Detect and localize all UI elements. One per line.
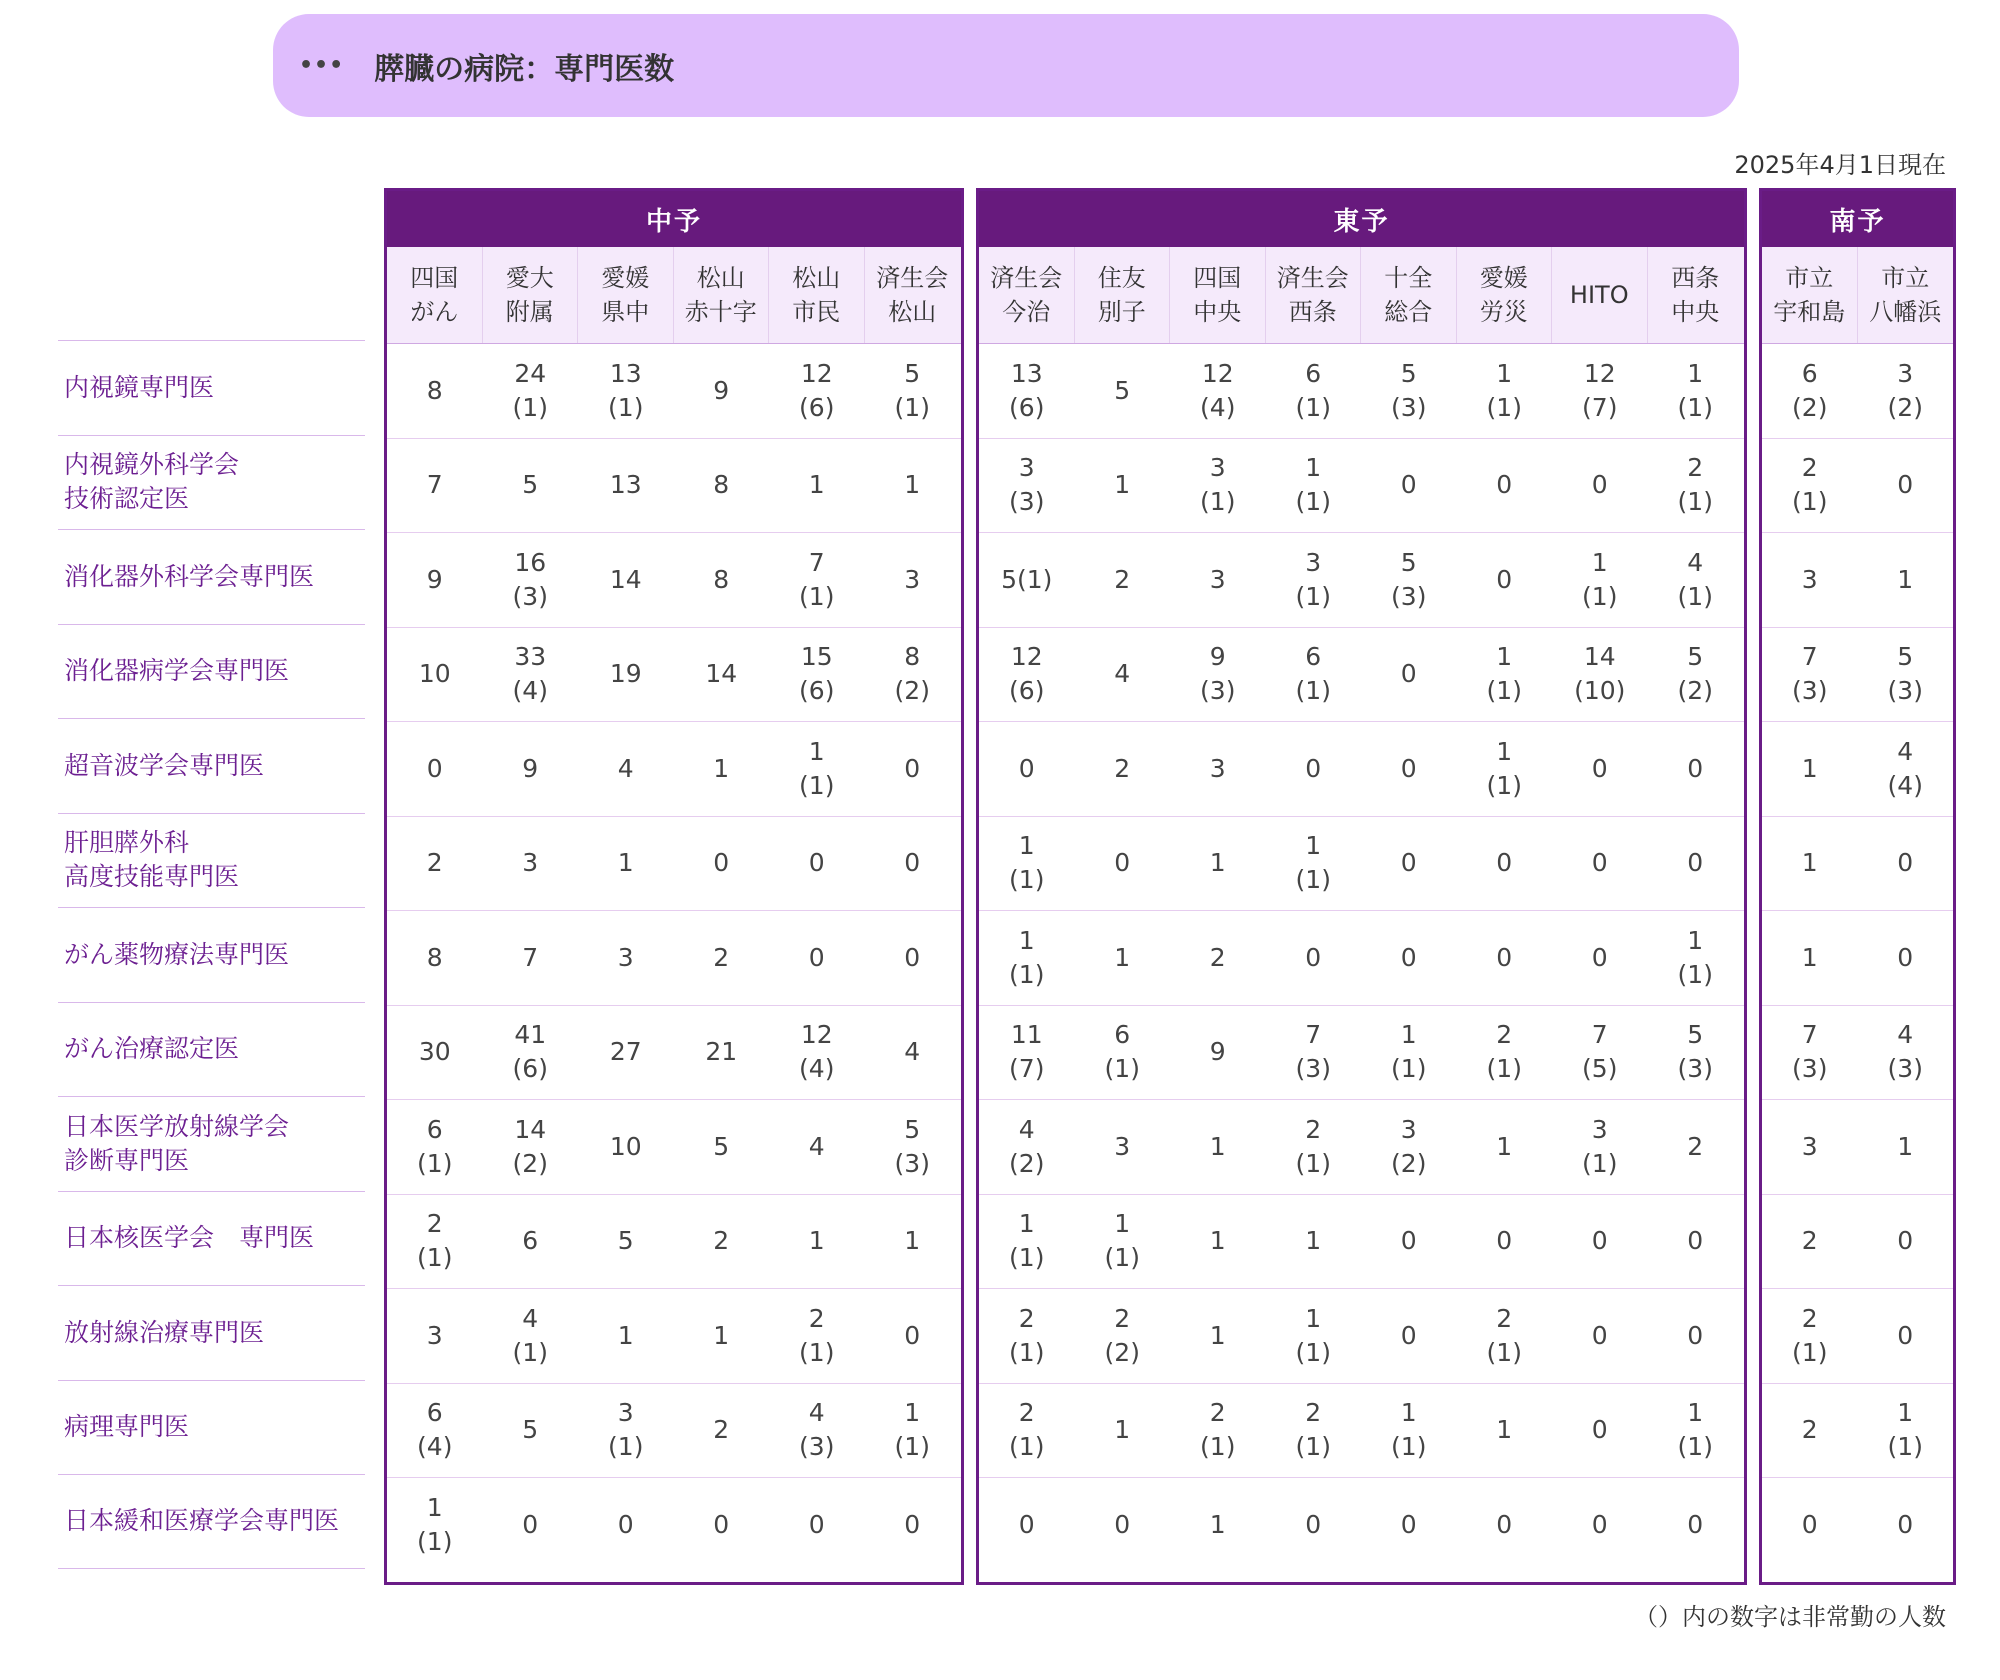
table-row xyxy=(979,344,1744,439)
table-cell: 3 (2) xyxy=(1391,1114,1427,1178)
table-row xyxy=(979,439,1744,534)
table-cell: 4 xyxy=(904,1037,921,1067)
table-cell: 0 xyxy=(617,1510,634,1540)
hospital-header: 市立 八幡浜 xyxy=(1869,264,1942,326)
table-cell: 1 xyxy=(1209,1510,1226,1540)
table-cell: 0 xyxy=(1305,1510,1322,1540)
table-cell: 24 (1) xyxy=(512,358,548,422)
table-row xyxy=(979,817,1744,912)
table-cell: 0 xyxy=(1897,942,1914,972)
table-cell: 1 (1) xyxy=(1486,642,1522,706)
table-row xyxy=(1762,628,1953,723)
table-cell: 2 (1) xyxy=(799,1303,835,1367)
table-row xyxy=(387,911,961,1006)
table-cell: 1 (1) xyxy=(1391,1020,1427,1084)
table-cell: 7 xyxy=(426,470,443,500)
table-cell: 2 (1) xyxy=(1677,453,1713,517)
table-cell: 1 xyxy=(1209,1226,1226,1256)
table-cell: 3 (1) xyxy=(608,1398,644,1462)
table-row xyxy=(979,722,1744,817)
table-cell: 1 (1) xyxy=(1009,831,1045,895)
row-label: 内視鏡専門医 xyxy=(58,340,365,435)
table-cell: 2 (2) xyxy=(1104,1303,1140,1367)
table-cell: 2 xyxy=(1801,1226,1818,1256)
table-cell: 0 xyxy=(1687,848,1704,878)
hospital-header: HITO xyxy=(1552,247,1648,343)
group-header: 南予 xyxy=(1762,191,1953,247)
table-cell: 4 (1) xyxy=(1677,547,1713,611)
table-cell: 0 xyxy=(1496,470,1513,500)
hospital-header: 済生会 松山 xyxy=(876,264,949,326)
table-cell: 33 (4) xyxy=(512,642,548,706)
hospital-header: 愛大 附属 xyxy=(483,247,579,343)
table-cell: 0 xyxy=(426,753,443,783)
table-cell: 1 xyxy=(1209,1320,1226,1350)
table-row xyxy=(1762,439,1953,534)
table-row xyxy=(387,1384,961,1479)
table-cell: 0 xyxy=(1591,848,1608,878)
table-cell: 0 xyxy=(1400,1510,1417,1540)
table-row xyxy=(979,911,1744,1006)
hospital-header: 松山 市民 xyxy=(769,247,865,343)
table-cell: 0 xyxy=(1591,1226,1608,1256)
table-cell: 0 xyxy=(1114,848,1131,878)
table-cell: 1 xyxy=(617,1320,634,1350)
hospital-header: 住友 別子 xyxy=(1075,247,1171,343)
hospital-header: 愛媛 県中 xyxy=(578,247,674,343)
table-cell: 1 xyxy=(1897,1131,1914,1161)
table-cell: 0 xyxy=(808,848,825,878)
table-cell: 5 (2) xyxy=(1677,642,1713,706)
table-cell: 3 xyxy=(1801,1131,1818,1161)
table-cell: 1 (1) xyxy=(894,1398,930,1462)
table-cell: 1 (1) xyxy=(1486,736,1522,800)
table-cell: 6 (4) xyxy=(417,1398,453,1462)
table-cell: 0 xyxy=(1305,942,1322,972)
table-cell: 1 xyxy=(1897,564,1914,594)
table-cell: 1 (1) xyxy=(1582,547,1618,611)
table-row xyxy=(979,533,1744,628)
table-cell: 15 (6) xyxy=(799,642,835,706)
table-row xyxy=(979,628,1744,723)
page-title: 膵臓の病院：専門医数 xyxy=(374,51,675,87)
table-cell: 7 (3) xyxy=(1792,642,1828,706)
row-label: がん治療認定医 xyxy=(58,1002,365,1097)
table-row xyxy=(387,628,961,723)
hospital-header-row xyxy=(979,247,1744,344)
table-cell: 1 xyxy=(617,848,634,878)
table-cell: 2 (1) xyxy=(1009,1398,1045,1462)
table-cell: 0 xyxy=(1018,1510,1035,1540)
row-label: 病理専門医 xyxy=(58,1380,365,1475)
table-cell: 9 (3) xyxy=(1200,642,1236,706)
table-cell: 2 (1) xyxy=(1009,1303,1045,1367)
table-cell: 0 xyxy=(1400,753,1417,783)
table-cell: 0 xyxy=(1496,942,1513,972)
table-cell: 6 (1) xyxy=(1295,358,1331,422)
table-cell: 3 xyxy=(1801,564,1818,594)
table-cell: 2 xyxy=(1114,564,1131,594)
table-cell: 1 xyxy=(713,753,730,783)
table-cell: 2 xyxy=(713,942,730,972)
table-cell: 10 xyxy=(609,1131,642,1161)
table-cell: 1 xyxy=(1209,848,1226,878)
hospital-header: 四国 がん xyxy=(387,247,483,343)
table-cell: 12 (7) xyxy=(1582,358,1618,422)
hospital-header: 十全 総合 xyxy=(1361,247,1457,343)
table-cell: 1 xyxy=(1801,942,1818,972)
table-cell: 0 xyxy=(1591,1510,1608,1540)
hospital-header: 市立 宇和島 xyxy=(1762,247,1858,343)
table-cell: 2 xyxy=(426,848,443,878)
table-cell: 0 xyxy=(1591,753,1608,783)
row-label: 日本緩和医療学会専門医 xyxy=(58,1474,365,1569)
table-cell: 3 (1) xyxy=(1582,1114,1618,1178)
table-row xyxy=(979,1195,1744,1290)
table-row xyxy=(1762,817,1953,912)
table-cell: 0 xyxy=(1591,1415,1608,1445)
table-cell: 0 xyxy=(1018,753,1035,783)
table-cell: 12 (4) xyxy=(1200,358,1236,422)
group-chuyo-table xyxy=(384,188,964,1585)
table-cell: 4 xyxy=(808,1131,825,1161)
table-cell: 9 xyxy=(522,753,539,783)
table-cell: 14 (10) xyxy=(1574,642,1626,706)
table-cell: 0 xyxy=(1496,564,1513,594)
table-cell: 4 xyxy=(617,753,634,783)
table-row xyxy=(1762,533,1953,628)
table-cell: 27 xyxy=(609,1037,642,1067)
table-cell: 0 xyxy=(1400,1226,1417,1256)
table-cell: 6 (1) xyxy=(1295,642,1331,706)
table-row xyxy=(387,1195,961,1290)
table-cell: 7 (5) xyxy=(1582,1020,1618,1084)
table-cell: 2 xyxy=(1687,1131,1704,1161)
section-title-bar xyxy=(273,14,1739,117)
hospital-header: 愛媛 労災 xyxy=(1457,247,1553,343)
row-label: 消化器病学会専門医 xyxy=(58,624,365,719)
table-cell: 0 xyxy=(808,942,825,972)
row-label: 消化器外科学会専門医 xyxy=(58,529,365,624)
row-label: 超音波学会専門医 xyxy=(58,718,365,813)
table-row xyxy=(387,1289,961,1384)
table-cell: 4 (1) xyxy=(512,1303,548,1367)
table-cell: 1 (1) xyxy=(1391,1398,1427,1462)
hospital-header: 済生会 今治 xyxy=(979,247,1075,343)
table-cell: 2 (1) xyxy=(1792,1303,1828,1367)
table-cell: 7 (3) xyxy=(1295,1020,1331,1084)
table-cell: 0 xyxy=(904,1510,921,1540)
table-cell: 12 (6) xyxy=(799,358,835,422)
table-cell: 1 (1) xyxy=(1677,1398,1713,1462)
table-cell: 1 (1) xyxy=(1009,925,1045,989)
hospital-header: 西条 中央 xyxy=(1671,264,1720,326)
table-cell: 0 xyxy=(1897,848,1914,878)
table-cell: 1 xyxy=(1114,942,1131,972)
row-label: 日本医学放射線学会 診断専門医 xyxy=(58,1096,365,1191)
table-row xyxy=(1762,1100,1953,1195)
table-row xyxy=(387,1006,961,1101)
table-cell: 5 xyxy=(1114,375,1131,405)
table-cell: 3 (1) xyxy=(1295,547,1331,611)
table-row xyxy=(1762,1006,1953,1101)
table-cell: 2 xyxy=(1801,1415,1818,1445)
table-row xyxy=(1762,344,1953,439)
row-labels xyxy=(58,340,365,1569)
table-cell: 1 (1) xyxy=(417,1493,453,1557)
table-cell: 21 xyxy=(705,1037,738,1067)
table-cell: 2 (1) xyxy=(1486,1303,1522,1367)
table-cell: 5 (3) xyxy=(1391,547,1427,611)
table-cell: 1 xyxy=(1305,1226,1322,1256)
table-cell: 5 (1) xyxy=(894,358,930,422)
table-row xyxy=(387,1100,961,1195)
table-cell: 2 (1) xyxy=(1792,453,1828,517)
table-row xyxy=(387,533,961,628)
table-cell: 1 xyxy=(713,1320,730,1350)
table-row xyxy=(1762,1195,1953,1290)
as-of-date: 2025年4月1日現在 xyxy=(1734,151,1946,179)
table-cell: 0 xyxy=(1496,1226,1513,1256)
table-cell: 1 xyxy=(1801,753,1818,783)
table-cell: 1 (1) xyxy=(1677,925,1713,989)
hospital-header: 四国 中央 xyxy=(1170,247,1266,343)
table-cell: 1 (1) xyxy=(1486,358,1522,422)
group-toyo-table xyxy=(976,188,1747,1585)
table-cell: 8 xyxy=(426,375,443,405)
table-cell: 1 xyxy=(1801,848,1818,878)
table-cell: 9 xyxy=(426,564,443,594)
table-cell: 0 xyxy=(904,848,921,878)
table-cell: 1 (1) xyxy=(1009,1209,1045,1273)
table-cell: 3 xyxy=(617,942,634,972)
table-cell: 19 xyxy=(609,659,642,689)
table-cell: 1 xyxy=(1209,1131,1226,1161)
table-cell: 5 xyxy=(617,1226,634,1256)
table-row xyxy=(1762,1289,1953,1384)
table-cell: 0 xyxy=(1897,1320,1914,1350)
table-cell: 0 xyxy=(1591,942,1608,972)
table-cell: 5 (3) xyxy=(1887,642,1923,706)
table-cell: 1 xyxy=(808,470,825,500)
table-cell: 2 xyxy=(713,1415,730,1445)
table-cell: 0 xyxy=(808,1510,825,1540)
table-cell: 14 (2) xyxy=(512,1114,548,1178)
table-cell: 14 xyxy=(705,659,738,689)
table-cell: 8 xyxy=(713,470,730,500)
table-cell: 13 xyxy=(609,470,642,500)
table-row xyxy=(1762,722,1953,817)
table-cell: 5 xyxy=(522,470,539,500)
row-label: 日本核医学会 専門医 xyxy=(58,1191,365,1286)
table-cell: 0 xyxy=(1496,1510,1513,1540)
table-cell: 5 xyxy=(522,1415,539,1445)
table-cell: 1 xyxy=(904,470,921,500)
table-cell: 10 xyxy=(418,659,451,689)
table-cell: 5 xyxy=(713,1131,730,1161)
table-row xyxy=(387,439,961,534)
table-cell: 1 xyxy=(808,1226,825,1256)
table-cell: 0 xyxy=(1400,848,1417,878)
table-cell: 14 xyxy=(609,564,642,594)
group-nanyo-table xyxy=(1759,188,1956,1585)
table-row xyxy=(387,722,961,817)
table-cell: 0 xyxy=(713,848,730,878)
table-cell: 6 (2) xyxy=(1792,358,1828,422)
table-cell: 0 xyxy=(1496,848,1513,878)
table-cell: 8 (2) xyxy=(894,642,930,706)
table-cell: 5 (3) xyxy=(1677,1020,1713,1084)
table-cell: 3 xyxy=(1209,753,1226,783)
table-cell: 1 (1) xyxy=(1677,358,1713,422)
table-cell: 0 xyxy=(1687,753,1704,783)
table-cell: 3 xyxy=(904,564,921,594)
table-cell: 13 (6) xyxy=(1009,358,1045,422)
table-cell: 1 (1) xyxy=(1104,1209,1140,1273)
table-cell: 6 (1) xyxy=(1104,1020,1140,1084)
hospital-header: 済生会 西条 xyxy=(1266,247,1362,343)
table-cell: 2 (1) xyxy=(417,1209,453,1273)
footnote: （）内の数字は非常勤の人数 xyxy=(1634,1603,1946,1631)
table-cell: 1 xyxy=(1114,1415,1131,1445)
table-cell: 6 xyxy=(522,1226,539,1256)
table-cell: 1 (1) xyxy=(1295,831,1331,895)
table-row xyxy=(387,344,961,439)
table-cell: 3 (1) xyxy=(1200,453,1236,517)
table-cell: 1 (1) xyxy=(1887,1398,1923,1462)
table-cell: 2 xyxy=(1209,942,1226,972)
table-cell: 0 xyxy=(1114,1510,1131,1540)
table-cell: 13 (1) xyxy=(608,358,644,422)
table-cell: 12 (6) xyxy=(1009,642,1045,706)
table-cell: 0 xyxy=(1687,1320,1704,1350)
table-cell: 8 xyxy=(713,564,730,594)
group-header: 中予 xyxy=(387,191,961,247)
table-cell: 1 xyxy=(1496,1415,1513,1445)
table-cell: 3 (2) xyxy=(1887,358,1923,422)
table-cell: 2 xyxy=(713,1226,730,1256)
table-cell: 1 (1) xyxy=(799,736,835,800)
row-label: 放射線治療専門医 xyxy=(58,1285,365,1380)
table-cell: 0 xyxy=(1801,1510,1818,1540)
table-cell: 3 xyxy=(426,1320,443,1350)
row-label: 内視鏡外科学会 技術認定医 xyxy=(58,435,365,530)
table-row xyxy=(979,1289,1744,1384)
table-cell: 7 (3) xyxy=(1792,1020,1828,1084)
table-cell: 1 xyxy=(1496,1131,1513,1161)
table-cell: 0 xyxy=(904,1320,921,1350)
table-cell: 2 xyxy=(1114,753,1131,783)
table-cell: 4 xyxy=(1114,659,1131,689)
table-cell: 0 xyxy=(904,942,921,972)
table-cell: 0 xyxy=(1897,470,1914,500)
table-cell: 0 xyxy=(522,1510,539,1540)
table-cell: 1 xyxy=(1114,470,1131,500)
table-cell: 11 (7) xyxy=(1009,1020,1045,1084)
table-cell: 8 xyxy=(426,942,443,972)
table-cell: 3 (3) xyxy=(1009,453,1045,517)
group-header: 東予 xyxy=(979,191,1744,247)
table-cell: 9 xyxy=(1209,1037,1226,1067)
table-cell: 0 xyxy=(1591,1320,1608,1350)
table-cell: 4 (3) xyxy=(1887,1020,1923,1084)
row-label: 肝胆膵外科 高度技能専門医 xyxy=(58,813,365,908)
table-cell: 0 xyxy=(713,1510,730,1540)
table-cell: 41 (6) xyxy=(512,1020,548,1084)
table-cell: 2 (1) xyxy=(1486,1020,1522,1084)
table-cell: 7 (1) xyxy=(799,547,835,611)
table-cell: 0 xyxy=(1897,1226,1914,1256)
table-cell: 0 xyxy=(1591,470,1608,500)
table-cell: 1 xyxy=(904,1226,921,1256)
table-cell: 16 (3) xyxy=(512,547,548,611)
table-cell: 12 (4) xyxy=(799,1020,835,1084)
table-cell: 0 xyxy=(1687,1510,1704,1540)
table-cell: 2 (1) xyxy=(1200,1398,1236,1462)
table-cell: 1 (1) xyxy=(1295,1303,1331,1367)
table-row xyxy=(387,817,961,912)
table-cell: 4 (4) xyxy=(1887,736,1923,800)
table-row xyxy=(387,1478,961,1573)
table-cell: 5(1) xyxy=(1001,564,1053,594)
table-cell: 0 xyxy=(1400,659,1417,689)
table-row xyxy=(979,1100,1744,1195)
table-row xyxy=(1762,1384,1953,1479)
table-cell: 0 xyxy=(1400,470,1417,500)
more-dots-icon: ••• xyxy=(299,53,345,78)
hospital-header-row xyxy=(1762,247,1953,344)
table-cell: 5 (3) xyxy=(894,1114,930,1178)
table-cell: 3 xyxy=(1114,1131,1131,1161)
table-cell: 3 xyxy=(522,848,539,878)
table-cell: 0 xyxy=(1305,753,1322,783)
table-cell: 1 (1) xyxy=(1295,453,1331,517)
table-row xyxy=(979,1384,1744,1479)
table-cell: 5 (3) xyxy=(1391,358,1427,422)
table-row xyxy=(1762,1478,1953,1573)
table-cell: 0 xyxy=(1687,1226,1704,1256)
table-cell: 0 xyxy=(1400,1320,1417,1350)
row-label: がん薬物療法専門医 xyxy=(58,907,365,1002)
table-cell: 4 (2) xyxy=(1009,1114,1045,1178)
table-cell: 7 xyxy=(522,942,539,972)
table-cell: 6 (1) xyxy=(417,1114,453,1178)
hospital-header: 松山 赤十字 xyxy=(674,247,770,343)
table-row xyxy=(1762,911,1953,1006)
table-cell: 2 (1) xyxy=(1295,1398,1331,1462)
table-cell: 0 xyxy=(1400,942,1417,972)
table-cell: 9 xyxy=(713,375,730,405)
table-cell: 30 xyxy=(418,1037,451,1067)
table-cell: 3 xyxy=(1209,564,1226,594)
table-row xyxy=(979,1478,1744,1573)
table-cell: 0 xyxy=(904,753,921,783)
table-cell: 0 xyxy=(1897,1510,1914,1540)
table-row xyxy=(979,1006,1744,1101)
table-cell: 4 (3) xyxy=(799,1398,835,1462)
hospital-header-row xyxy=(387,247,961,344)
table-cell: 2 (1) xyxy=(1295,1114,1331,1178)
